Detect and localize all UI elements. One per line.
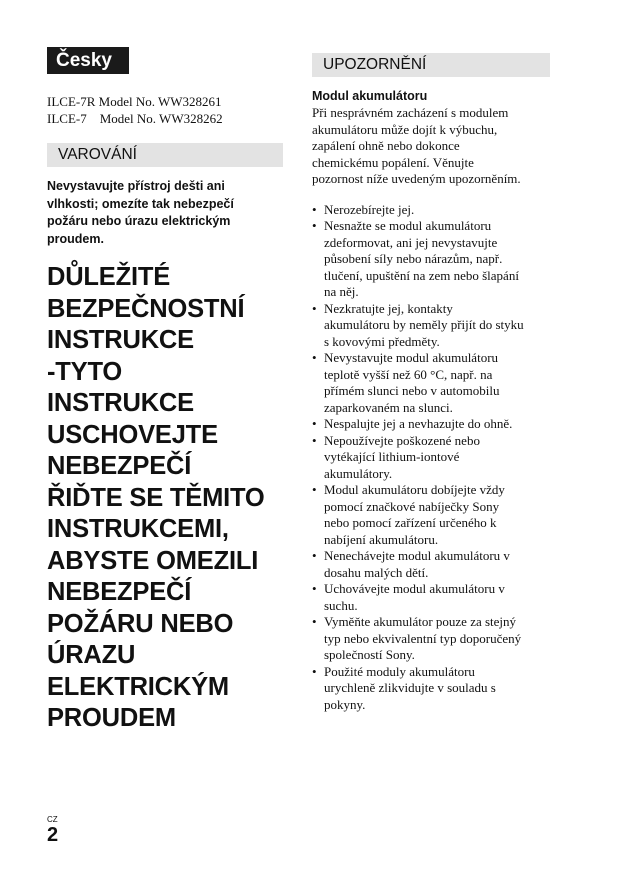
bullet-line: nabíjení akumulátoru. bbox=[324, 531, 439, 547]
page-number: 2 bbox=[47, 824, 59, 846]
important-safety-heading bbox=[47, 262, 292, 735]
caution-bullet-item bbox=[312, 416, 552, 433]
bullet-icon: • bbox=[312, 218, 317, 233]
warning-heading: VAROVÁNÍ bbox=[47, 143, 283, 167]
caution-bullet-item bbox=[312, 301, 552, 351]
heading-line: NEBEZPEČÍ bbox=[47, 578, 192, 606]
battery-subheading: Modul akumulátoru bbox=[312, 89, 428, 103]
bullet-line: Nevystavujte modul akumulátoru bbox=[324, 350, 499, 365]
bullet-icon: • bbox=[312, 663, 317, 679]
caution-bullet-item bbox=[312, 218, 552, 301]
bullet-line: pokyny. bbox=[324, 696, 366, 712]
bullet-line: Použité moduly akumulátoru bbox=[324, 663, 475, 679]
bullet-line: Nerozebírejte jej. bbox=[324, 201, 415, 217]
heading-line: INSTRUKCE bbox=[47, 389, 194, 417]
heading-line: ŘIĎTE SE TĚMITO bbox=[47, 483, 265, 512]
warning-line: Nevystavujte přístroj dešti ani bbox=[47, 179, 225, 193]
bullet-line: zdeformovat, ani jej nevystavujte bbox=[324, 234, 498, 250]
heading-line: ELEKTRICKÝM bbox=[47, 672, 229, 701]
model-numbers bbox=[47, 93, 223, 127]
bullet-line: akumulátoru by neměly přijít do styku bbox=[324, 317, 524, 332]
bullet-line: Modul akumulátoru dobíjejte vždy bbox=[324, 482, 505, 497]
bullet-line: Nenechávejte modul akumulátoru v bbox=[324, 548, 510, 563]
bullet-icon: • bbox=[312, 350, 317, 365]
heading-line: INSTRUKCEMI, bbox=[47, 515, 229, 543]
caution-bullet-item bbox=[312, 202, 552, 219]
caution-bullet-item bbox=[312, 433, 552, 483]
caution-bullet-item bbox=[312, 482, 552, 548]
heading-line: ABYSTE OMEZILI bbox=[47, 546, 259, 575]
bullet-icon: • bbox=[312, 300, 317, 316]
heading-line: USCHOVEJTE bbox=[47, 420, 218, 449]
warning-line: vlhkosti; omezíte tak nebezpečí bbox=[47, 196, 234, 211]
bullet-line: typ nebo ekvivalentní typ doporučený bbox=[324, 630, 522, 646]
bullet-line: urychleně zlikvidujte v souladu s bbox=[324, 680, 496, 695]
heading-line: POŽÁRU NEBO bbox=[47, 609, 234, 638]
bullet-line: Vyměňte akumulátor pouze za stejný bbox=[324, 614, 517, 629]
bullet-line: Nespalujte jej a nevhazujte do ohně. bbox=[324, 416, 513, 431]
caution-bullet-item bbox=[312, 664, 552, 714]
intro-line: zapálení ohně nebo dokonce bbox=[312, 138, 460, 153]
bullet-line: akumulátory. bbox=[324, 465, 393, 481]
bullet-icon: • bbox=[312, 416, 317, 431]
bullet-line: nebo pomocí zařízení určeného k bbox=[324, 515, 497, 530]
caution-bullet-item bbox=[312, 581, 552, 614]
bullet-line: vytékající lithium-iontové bbox=[324, 449, 460, 464]
bullet-line: Nepoužívejte poškozené nebo bbox=[324, 432, 480, 448]
model-line: ILCE-7R Model No. WW328261 bbox=[47, 94, 222, 109]
bullet-line: působení síly nebo nárazům, např. bbox=[324, 251, 503, 266]
heading-line: DŮLEŽITÉ bbox=[47, 263, 171, 291]
heading-line: ÚRAZU bbox=[47, 641, 136, 669]
bullet-line: Nesnažte se modul akumulátoru bbox=[324, 218, 492, 233]
warning-line: proudem. bbox=[47, 231, 104, 246]
warning-text bbox=[47, 178, 279, 248]
intro-line: pozornost níže uvedeným upozorněním. bbox=[312, 171, 521, 186]
bullet-icon: • bbox=[312, 548, 317, 563]
bullet-line: suchu. bbox=[324, 597, 358, 613]
bullet-line: přímém slunci nebo v automobilu bbox=[324, 383, 500, 398]
bullet-line: společností Sony. bbox=[324, 647, 415, 662]
intro-line: Při nesprávném zacházení s modulem bbox=[312, 105, 509, 120]
caution-bullet-item bbox=[312, 548, 552, 581]
bullet-icon: • bbox=[312, 432, 317, 448]
bullet-line: Uchovávejte modul akumulátoru v bbox=[324, 581, 505, 596]
caution-bullet-item bbox=[312, 614, 552, 664]
language-code: CZ bbox=[47, 815, 58, 824]
caution-heading: UPOZORNĚNÍ bbox=[312, 53, 550, 77]
intro-line: akumulátoru může dojít k výbuchu, bbox=[312, 121, 498, 137]
bullet-icon: • bbox=[312, 581, 317, 596]
bullet-line: na něj. bbox=[324, 284, 359, 299]
language-tab: Česky bbox=[47, 47, 129, 74]
bullet-line: zaparkovaném na slunci. bbox=[324, 399, 453, 415]
heading-line: INSTRUKCE bbox=[47, 326, 194, 354]
bullet-line: Nezkratujte jej, kontakty bbox=[324, 300, 453, 316]
page-footer bbox=[47, 815, 58, 845]
caution-bullet-list bbox=[312, 202, 552, 714]
bullet-line: dosahu malých dětí. bbox=[324, 564, 429, 580]
intro-line: chemickému popálení. Věnujte bbox=[312, 154, 474, 170]
heading-line: -TYTO bbox=[47, 357, 123, 386]
bullet-icon: • bbox=[312, 201, 317, 217]
bullet-icon: • bbox=[312, 482, 317, 497]
bullet-line: tlučení, upuštění na zem nebo šlapání bbox=[324, 267, 519, 283]
heading-line: BEZPEČNOSTNÍ bbox=[47, 294, 245, 323]
caution-section bbox=[312, 88, 552, 713]
heading-line: PROUDEM bbox=[47, 704, 176, 732]
heading-line: NEBEZPEČÍ bbox=[47, 452, 192, 480]
bullet-line: s kovovými předměty. bbox=[324, 333, 440, 349]
bullet-icon: • bbox=[312, 614, 317, 629]
warning-line: požáru nebo úrazu elektrickým bbox=[47, 214, 231, 228]
caution-bullet-item bbox=[312, 350, 552, 416]
model-line: ILCE-7 Model No. WW328262 bbox=[47, 111, 223, 126]
bullet-line: teplotě vyšší než 60 °C, např. na bbox=[324, 366, 493, 382]
battery-intro bbox=[312, 105, 552, 188]
bullet-line: pomocí značkové nabíječky Sony bbox=[324, 498, 500, 514]
